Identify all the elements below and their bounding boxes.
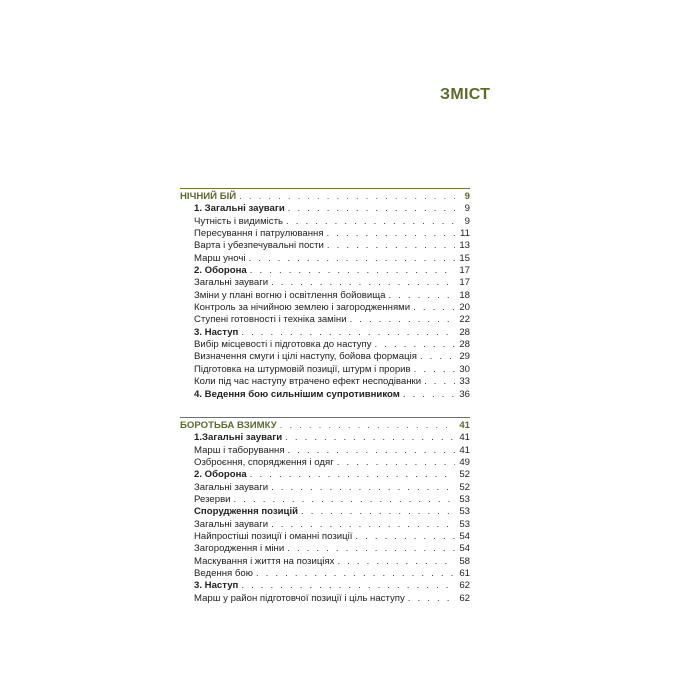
toc-entry[interactable] <box>180 302 470 314</box>
toc-entry-label: Загородження і міни <box>194 543 285 555</box>
toc-entry-page: 58 <box>459 555 470 567</box>
toc-entry[interactable] <box>180 482 470 494</box>
leader-dots <box>420 351 455 363</box>
toc-entry-label: Маскування і життя на позиціях <box>194 555 335 567</box>
toc-entry-page: 18 <box>459 289 470 301</box>
toc-entry[interactable] <box>180 351 470 363</box>
toc-entry[interactable] <box>180 327 470 339</box>
toc-entry-page: 13 <box>459 240 470 252</box>
toc-entry-label: 3. Наступ <box>194 580 239 592</box>
toc-entry-page: 62 <box>459 592 470 604</box>
leader-dots <box>288 445 455 457</box>
toc-entry-label: Контроль за нічийною землею і загородженнями <box>194 302 411 314</box>
toc-heading-page: 41 <box>459 420 470 431</box>
toc-entry-page: 17 <box>459 265 470 277</box>
toc-entry-label: 1.Загальні зауваги <box>194 432 283 444</box>
toc-entry-label: Найпростіші позиції і оманні позиції <box>194 531 353 543</box>
toc-entry-label: Підготовка на штурмовій позиції, штурм і прорив <box>194 363 411 375</box>
leader-dots <box>327 228 455 240</box>
leader-dots <box>288 203 455 215</box>
toc-entry[interactable] <box>180 228 470 240</box>
toc-entry-page: 17 <box>459 277 470 289</box>
toc-entry[interactable] <box>180 506 470 518</box>
toc-entry[interactable] <box>180 494 470 506</box>
leader-dots <box>234 494 455 506</box>
toc-heading-label: БОРОТЬБА ВЗИМКУ <box>180 420 277 431</box>
toc-entry[interactable] <box>180 339 470 351</box>
toc-entry[interactable] <box>180 314 470 326</box>
toc-entry-label: Загальні зауваги <box>194 481 269 493</box>
toc-entry-page: 52 <box>459 481 470 493</box>
toc-entry[interactable] <box>180 216 470 228</box>
toc-entry-page: 52 <box>459 469 470 481</box>
leader-dots <box>287 543 455 555</box>
toc-entry[interactable] <box>180 556 470 568</box>
toc-entry-label: Марш і таборування <box>194 444 285 456</box>
leader-dots <box>301 506 455 518</box>
toc-entry[interactable] <box>180 265 470 277</box>
toc-entry-label: 1. Загальні зауваги <box>194 203 285 215</box>
toc-entry-page: 9 <box>464 215 470 227</box>
toc-entry[interactable] <box>180 593 470 605</box>
leader-dots <box>388 290 455 302</box>
toc-entry-label: Коли під час наступу втрачено ефект несподіванки <box>194 376 422 388</box>
toc-entry[interactable] <box>180 519 470 531</box>
toc-entry[interactable] <box>180 457 470 469</box>
leader-dots <box>248 253 455 265</box>
toc-entry[interactable] <box>180 290 470 302</box>
toc-entry-page: 49 <box>459 457 470 469</box>
toc-entry[interactable] <box>180 203 470 215</box>
leader-dots <box>337 457 455 469</box>
page-title: ЗМІСТ <box>440 86 491 103</box>
toc-entry-label: Визначення смуги і цілі наступу, бойова формація <box>194 351 417 363</box>
leader-dots <box>375 339 455 351</box>
leader-dots <box>424 376 455 388</box>
toc-entry-page: 53 <box>459 494 470 506</box>
toc-entry-page: 28 <box>459 326 470 338</box>
leader-dots <box>256 568 455 580</box>
toc-entry-page: 54 <box>459 531 470 543</box>
toc-entry-label: Варта і убезпечувальні пости <box>194 240 324 252</box>
toc-entry-page: 29 <box>459 351 470 363</box>
toc-entry-page: 22 <box>459 314 470 326</box>
toc-section-heading[interactable] <box>180 420 470 432</box>
toc-entry-label: Вибір місцевості і підготовка до наступу <box>194 339 372 351</box>
toc-entry-label: Ведення бою <box>194 568 253 580</box>
toc-entry-label: Марш у район підготовчої позиції і ціль наступу <box>194 592 405 604</box>
leader-dots <box>280 420 455 432</box>
toc-entry-label: 2. Оборона <box>194 469 247 481</box>
toc-entry-page: 53 <box>459 506 470 518</box>
toc-entry[interactable] <box>180 253 470 265</box>
leader-dots <box>241 327 455 339</box>
toc-entry-label: 3. Наступ <box>194 326 239 338</box>
leader-dots <box>241 580 455 592</box>
toc-heading-label: НІЧНИЙ БІЙ <box>180 191 237 202</box>
toc-entry-page: 36 <box>459 388 470 400</box>
leader-dots <box>271 519 455 531</box>
toc-entry[interactable] <box>180 543 470 555</box>
leader-dots <box>239 191 455 203</box>
toc-entry-page: 15 <box>459 252 470 264</box>
toc-entry-page: 41 <box>459 444 470 456</box>
toc-entry-page: 33 <box>459 376 470 388</box>
toc-entry-label: 2. Оборона <box>194 265 247 277</box>
toc-entry-label: Спорудження позицій <box>194 506 299 518</box>
leader-dots <box>327 240 455 252</box>
toc-entry[interactable] <box>180 432 470 444</box>
toc-entry-page: 30 <box>459 363 470 375</box>
toc-entry-label: Зміни у плані вогню і освітлення бойовища <box>194 289 386 301</box>
toc-entry-label: Пересування і патрулювання <box>194 228 324 240</box>
leader-dots <box>408 593 455 605</box>
toc-entry[interactable] <box>180 277 470 289</box>
leader-dots <box>414 364 455 376</box>
leader-dots <box>350 314 455 326</box>
toc-entry-page: 28 <box>459 339 470 351</box>
toc-entry-page: 20 <box>459 302 470 314</box>
leader-dots <box>403 389 455 401</box>
leader-dots <box>271 277 455 289</box>
toc-entry[interactable] <box>180 568 470 580</box>
toc-entry-label: Марш уночі <box>194 252 246 264</box>
toc-entry-page: 9 <box>464 203 470 215</box>
toc-section-winter-combat <box>180 417 470 605</box>
leader-dots <box>355 531 455 543</box>
toc-entry-page: 11 <box>460 228 470 240</box>
toc-entry-page: 62 <box>459 580 470 592</box>
toc-entry[interactable] <box>180 580 470 592</box>
toc-entry-label: Резерви <box>194 494 231 506</box>
leader-dots <box>413 302 455 314</box>
toc-entry-label: Чутність і видимість <box>194 215 283 227</box>
leader-dots <box>250 265 455 277</box>
leader-dots <box>286 216 455 228</box>
section-rule <box>180 417 470 418</box>
toc-entry-label: Озброєння, спорядження і одяг <box>194 457 334 469</box>
toc-entry[interactable] <box>180 531 470 543</box>
toc-section-heading[interactable] <box>180 191 470 203</box>
toc-entry-label: Загальні зауваги <box>194 277 269 289</box>
leader-dots <box>285 432 455 444</box>
toc-heading-page: 9 <box>464 191 470 202</box>
toc-entry[interactable] <box>180 389 470 401</box>
toc-entry[interactable] <box>180 240 470 252</box>
toc-entry-page: 53 <box>459 518 470 530</box>
toc-section-night-combat <box>180 188 470 401</box>
toc-entry[interactable] <box>180 376 470 388</box>
toc-entry[interactable] <box>180 364 470 376</box>
toc-entry[interactable] <box>180 469 470 481</box>
toc-entry-label: 4. Ведення бою сильнішим супротивником <box>194 388 400 400</box>
toc-entry-page: 61 <box>459 568 470 580</box>
toc-entry-page: 41 <box>459 432 470 444</box>
toc-entry[interactable] <box>180 445 470 457</box>
leader-dots <box>337 556 455 568</box>
leader-dots <box>271 482 455 494</box>
section-rule <box>180 188 470 189</box>
leader-dots <box>250 469 455 481</box>
toc-entry-label: Загальні зауваги <box>194 518 269 530</box>
toc-entry-page: 54 <box>459 543 470 555</box>
toc-entry-label: Ступені готовності і техніка заміни <box>194 314 347 326</box>
